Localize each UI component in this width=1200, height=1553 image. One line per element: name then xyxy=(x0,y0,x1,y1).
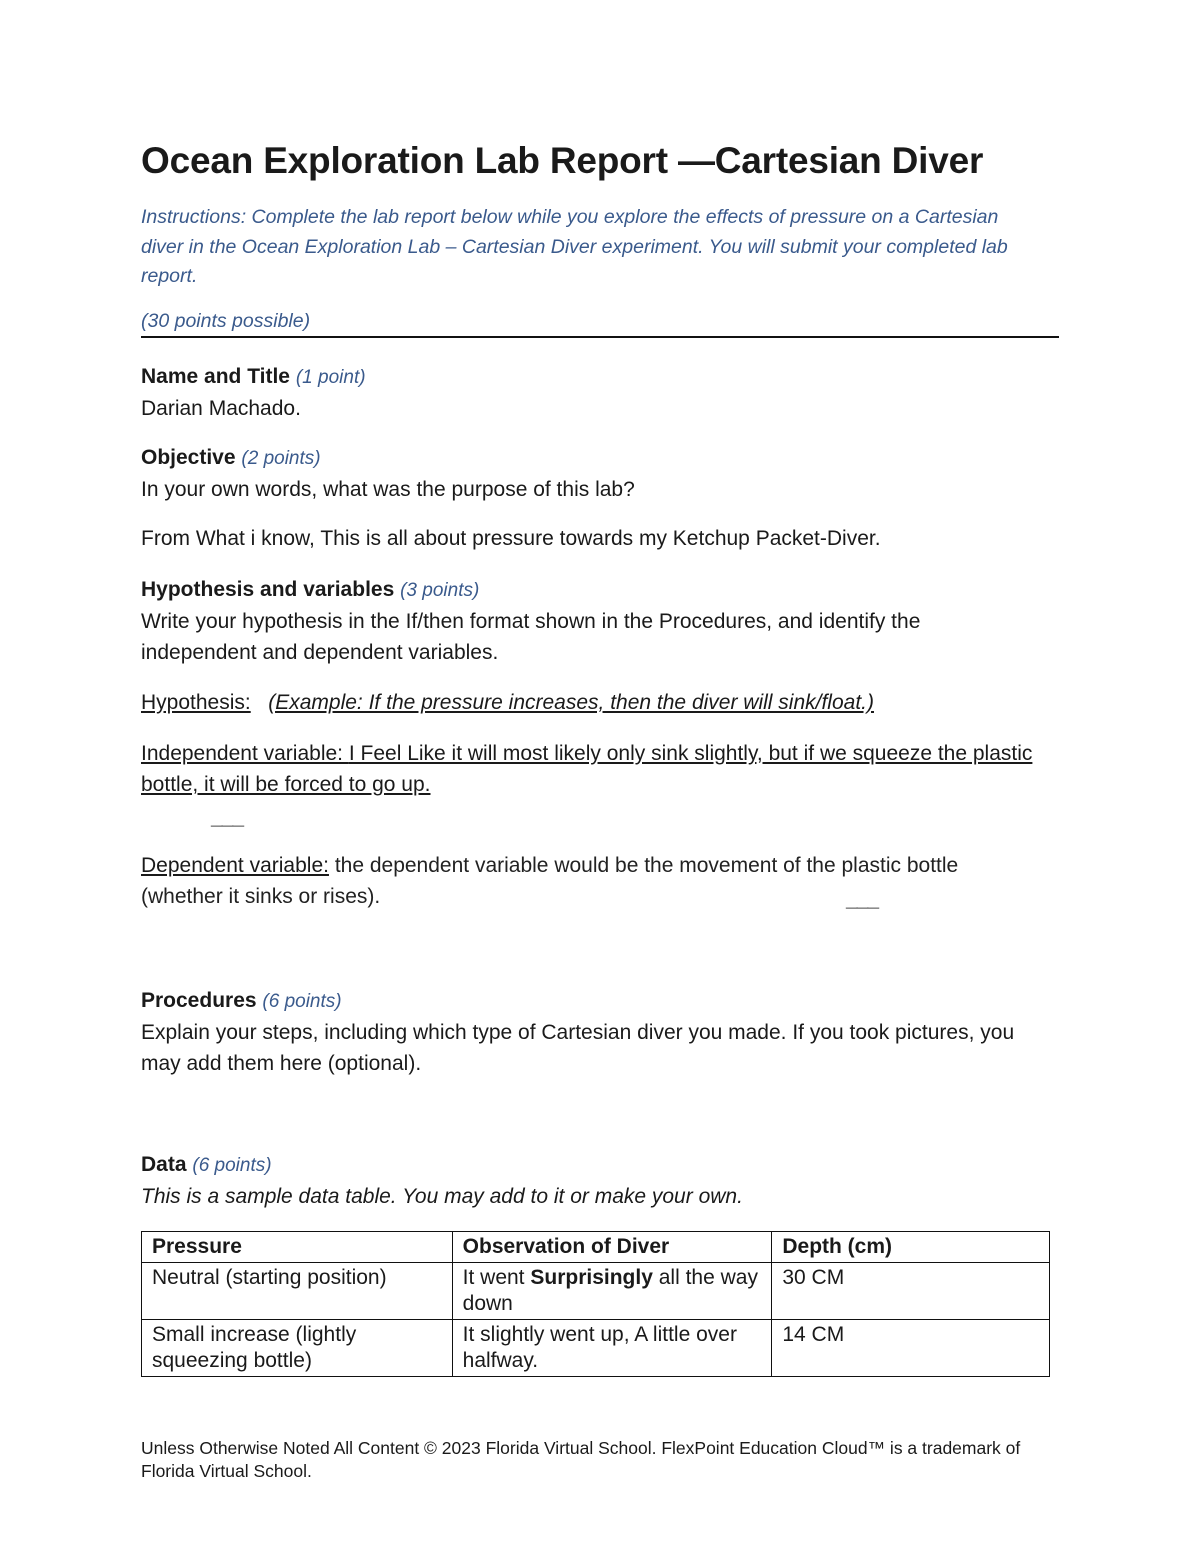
independent-label: Independent variable: xyxy=(141,742,343,765)
dependent-label: Dependent variable: xyxy=(141,854,329,877)
header-depth: Depth (cm) xyxy=(772,1232,1050,1263)
dependent-variable-line xyxy=(141,850,1041,912)
data-section xyxy=(141,1149,1041,1212)
obs-post: all the way down xyxy=(462,1266,758,1315)
cell-pressure: Small increase (lightly squeezing bottle) xyxy=(142,1320,453,1377)
procedures-heading: Procedures xyxy=(141,989,257,1012)
table-header-row xyxy=(142,1232,1050,1263)
footer-copyright: Unless Otherwise Noted All Content © 2023 Florida Virtual School. FlexPoint Education Cloud™ is a trademark of Florida Virtual School. xyxy=(141,1438,1021,1481)
blank-dash-2: ___ xyxy=(846,888,879,911)
cell-pressure: Neutral (starting position) xyxy=(142,1263,453,1320)
table-row xyxy=(142,1320,1050,1377)
cell-observation xyxy=(452,1263,772,1320)
hypothesis-points: (3 points) xyxy=(400,580,480,601)
objective-section xyxy=(141,442,1041,505)
objective-prompt: In your own words, what was the purpose of this lab? xyxy=(141,478,635,501)
hypothesis-line xyxy=(141,687,1041,718)
cell-depth: 30 CM xyxy=(772,1263,1050,1320)
hypothesis-section xyxy=(141,574,1041,668)
hypothesis-heading: Hypothesis and variables xyxy=(141,578,395,601)
hypothesis-example: (Example: If the pressure increases, then the diver will sink/float.) xyxy=(268,691,874,714)
obs-bold: Surprisingly xyxy=(530,1266,653,1289)
independent-answer: I Feel Like it will most likely only sink slightly, but if we squeeze the plastic bottle, it will be forced to go up. xyxy=(141,742,1033,796)
independent-variable-line xyxy=(141,738,1041,800)
cell-observation: It slightly went up, A little over halfway. xyxy=(452,1320,772,1377)
procedures-prompt: Explain your steps, including which type of Cartesian diver you made. If you took pictures, you may add them here (optional). xyxy=(141,1021,1015,1075)
objective-heading: Objective xyxy=(141,446,236,469)
page-title: Ocean Exploration Lab Report —Cartesian Diver xyxy=(141,140,984,181)
header-pressure: Pressure xyxy=(142,1232,453,1263)
objective-points: (2 points) xyxy=(241,448,321,469)
data-points: (6 points) xyxy=(192,1155,272,1176)
name-answer: Darian Machado. xyxy=(141,397,301,420)
name-points: (1 point) xyxy=(295,367,366,388)
hypothesis-prompt: Write your hypothesis in the If/then format shown in the Procedures, and identify the independent and dependent variables. xyxy=(141,610,921,664)
objective-answer: From What i know, This is all about pressure towards my Ketchup Packet-Diver. xyxy=(141,527,881,550)
obs-pre: It went xyxy=(462,1266,531,1289)
data-subtitle: This is a sample data table. You may add to it or make your own. xyxy=(141,1185,743,1208)
data-table xyxy=(141,1231,1050,1377)
points-possible: (30 points possible) xyxy=(141,310,1059,338)
procedures-section xyxy=(141,985,1041,1079)
instructions-text: Instructions: Complete the lab report below while you explore the effects of pressure on a Cartesian diver in the Ocean Exploration Lab – Cartesian Diver experiment. You will submit your completed lab report. xyxy=(141,206,1008,287)
header-observation: Observation of Diver xyxy=(452,1232,772,1263)
name-heading: Name and Title xyxy=(141,365,290,388)
data-heading: Data xyxy=(141,1153,187,1176)
table-row xyxy=(142,1263,1050,1320)
blank-dash-1: ___ xyxy=(211,806,244,829)
name-section xyxy=(141,361,1041,424)
procedures-points: (6 points) xyxy=(262,991,342,1012)
cell-depth: 14 CM xyxy=(772,1320,1050,1377)
hypothesis-label: Hypothesis: xyxy=(141,691,251,714)
dependent-answer: the dependent variable would be the movement of the plastic bottle (whether it sinks or rises). xyxy=(141,854,959,908)
